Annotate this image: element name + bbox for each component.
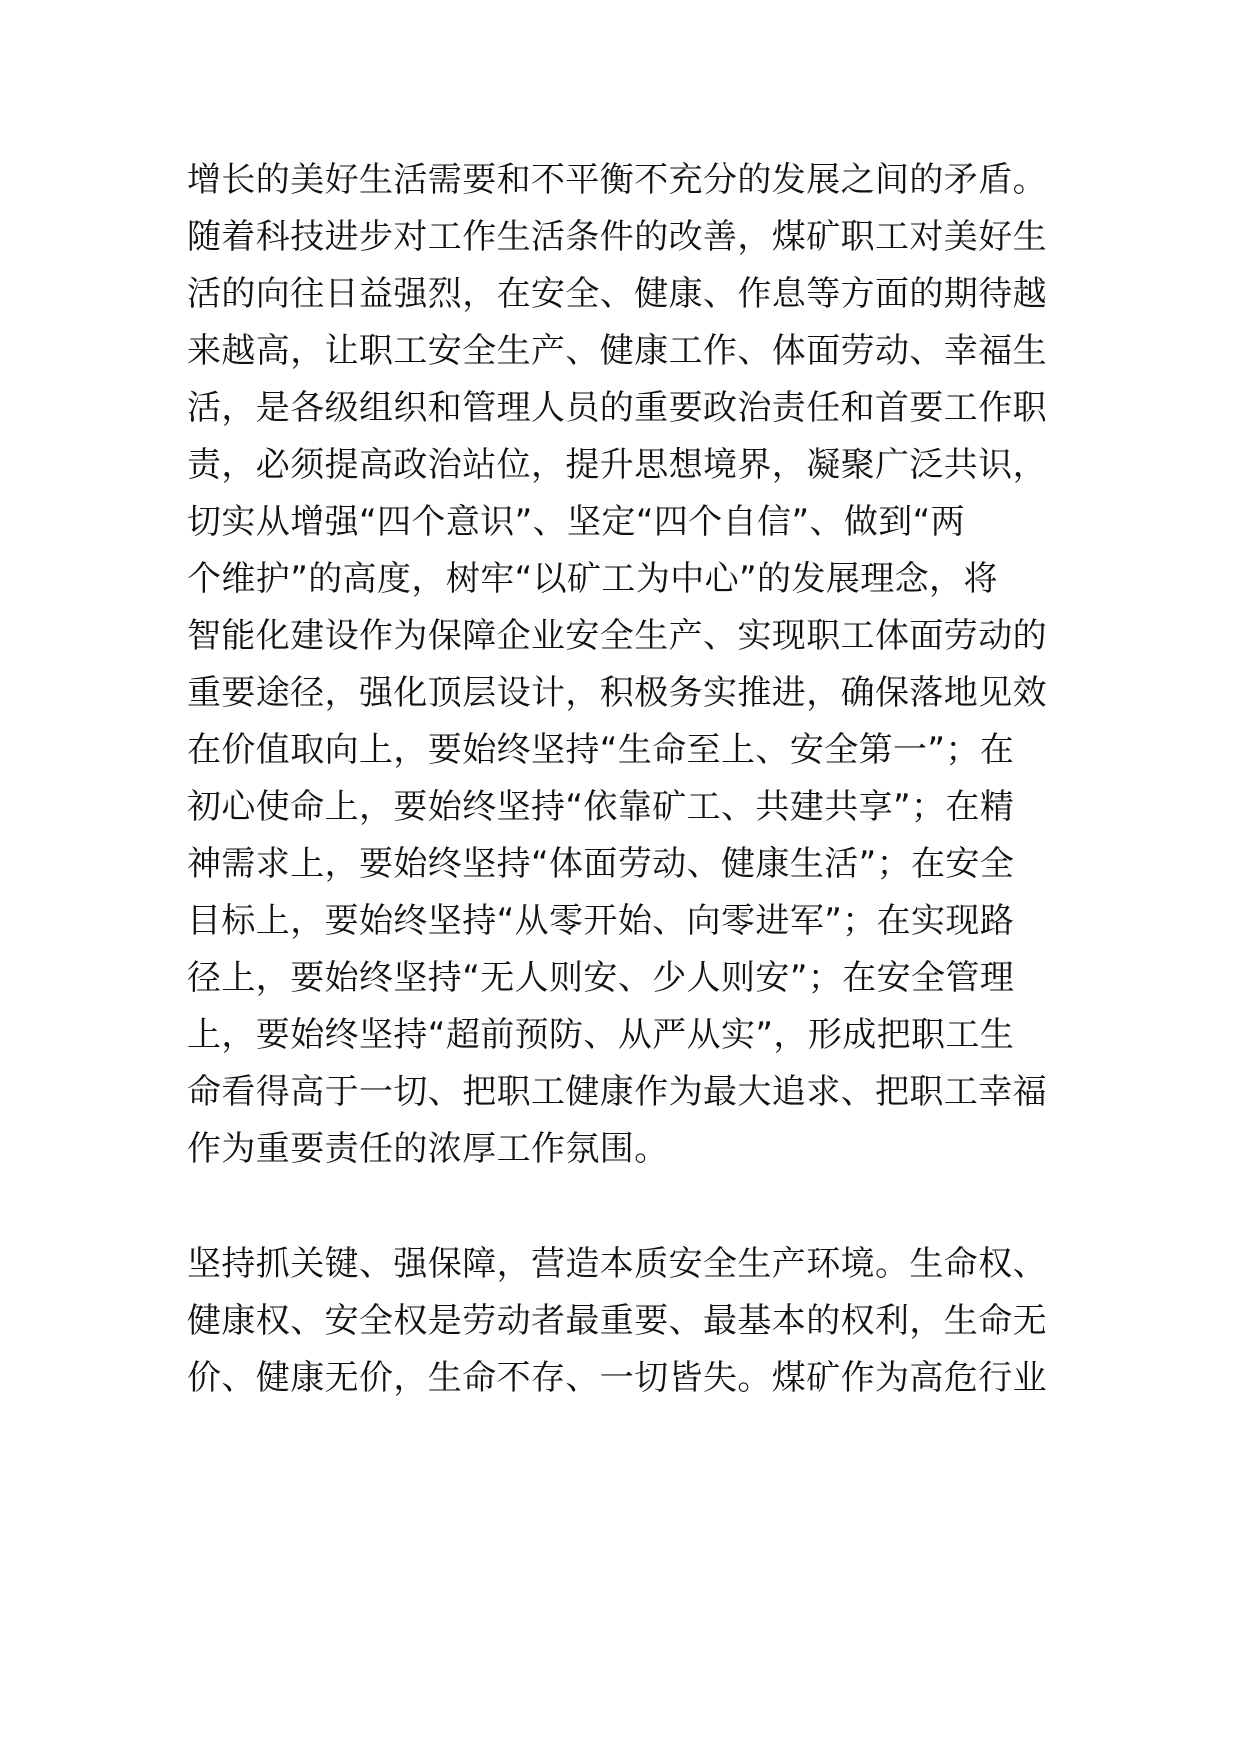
text-line: 增长的美好生活需要和不平衡不充分的发展之间的矛盾。: [187, 160, 1047, 200]
text-line: 切实从增强“四个意识”、坚定“四个自信”、做到“两: [187, 502, 966, 542]
text-line: 活，是各级组织和管理人员的重要政治责任和首要工作职: [187, 388, 1047, 428]
text-line: 命看得高于一切、把职工健康作为最大追求、把职工幸福: [187, 1072, 1047, 1112]
text-line: 价、健康无价，生命不存、一切皆失。煤矿作为高危行业: [187, 1358, 1047, 1398]
text-line: 个维护”的高度，树牢“以矿工为中心”的发展理念，将: [187, 559, 998, 599]
text-line: 健康权、安全权是劳动者最重要、最基本的权利，生命无: [187, 1301, 1047, 1341]
text-line: 来越高，让职工安全生产、健康工作、体面劳动、幸福生: [187, 331, 1047, 371]
text-line: 神需求上，要始终坚持“体面劳动、健康生活”；在安全: [187, 844, 1015, 884]
text-line: 作为重要责任的浓厚工作氛围。: [187, 1129, 669, 1169]
text-line: 活的向往日益强烈，在安全、健康、作息等方面的期待越: [187, 274, 1047, 314]
text-line: 目标上，要始终坚持“从零开始、向零进军”；在实现路: [187, 901, 1015, 941]
text-line: 在价值取向上，要始终坚持“生命至上、安全第一”；在: [187, 730, 1015, 770]
text-line: 初心使命上，要始终坚持“依靠矿工、共建共享”；在精: [187, 787, 1015, 827]
text-line: 随着科技进步对工作生活条件的改善，煤矿职工对美好生: [187, 217, 1047, 257]
text-line: 上，要始终坚持“超前预防、从严从实”，形成把职工生: [187, 1015, 1015, 1055]
text-line: 重要途径，强化顶层设计，积极务实推进，确保落地见效: [187, 673, 1047, 713]
text-line: 坚持抓关键、强保障，营造本质安全生产环境。生命权、: [187, 1244, 1047, 1284]
text-line: 径上，要始终坚持“无人则安、少人则安”；在安全管理: [187, 958, 1015, 998]
text-line: 智能化建设作为保障企业安全生产、实现职工体面劳动的: [187, 616, 1047, 656]
text-line: 责，必须提高政治站位，提升思想境界，凝聚广泛共识，: [187, 445, 1047, 485]
